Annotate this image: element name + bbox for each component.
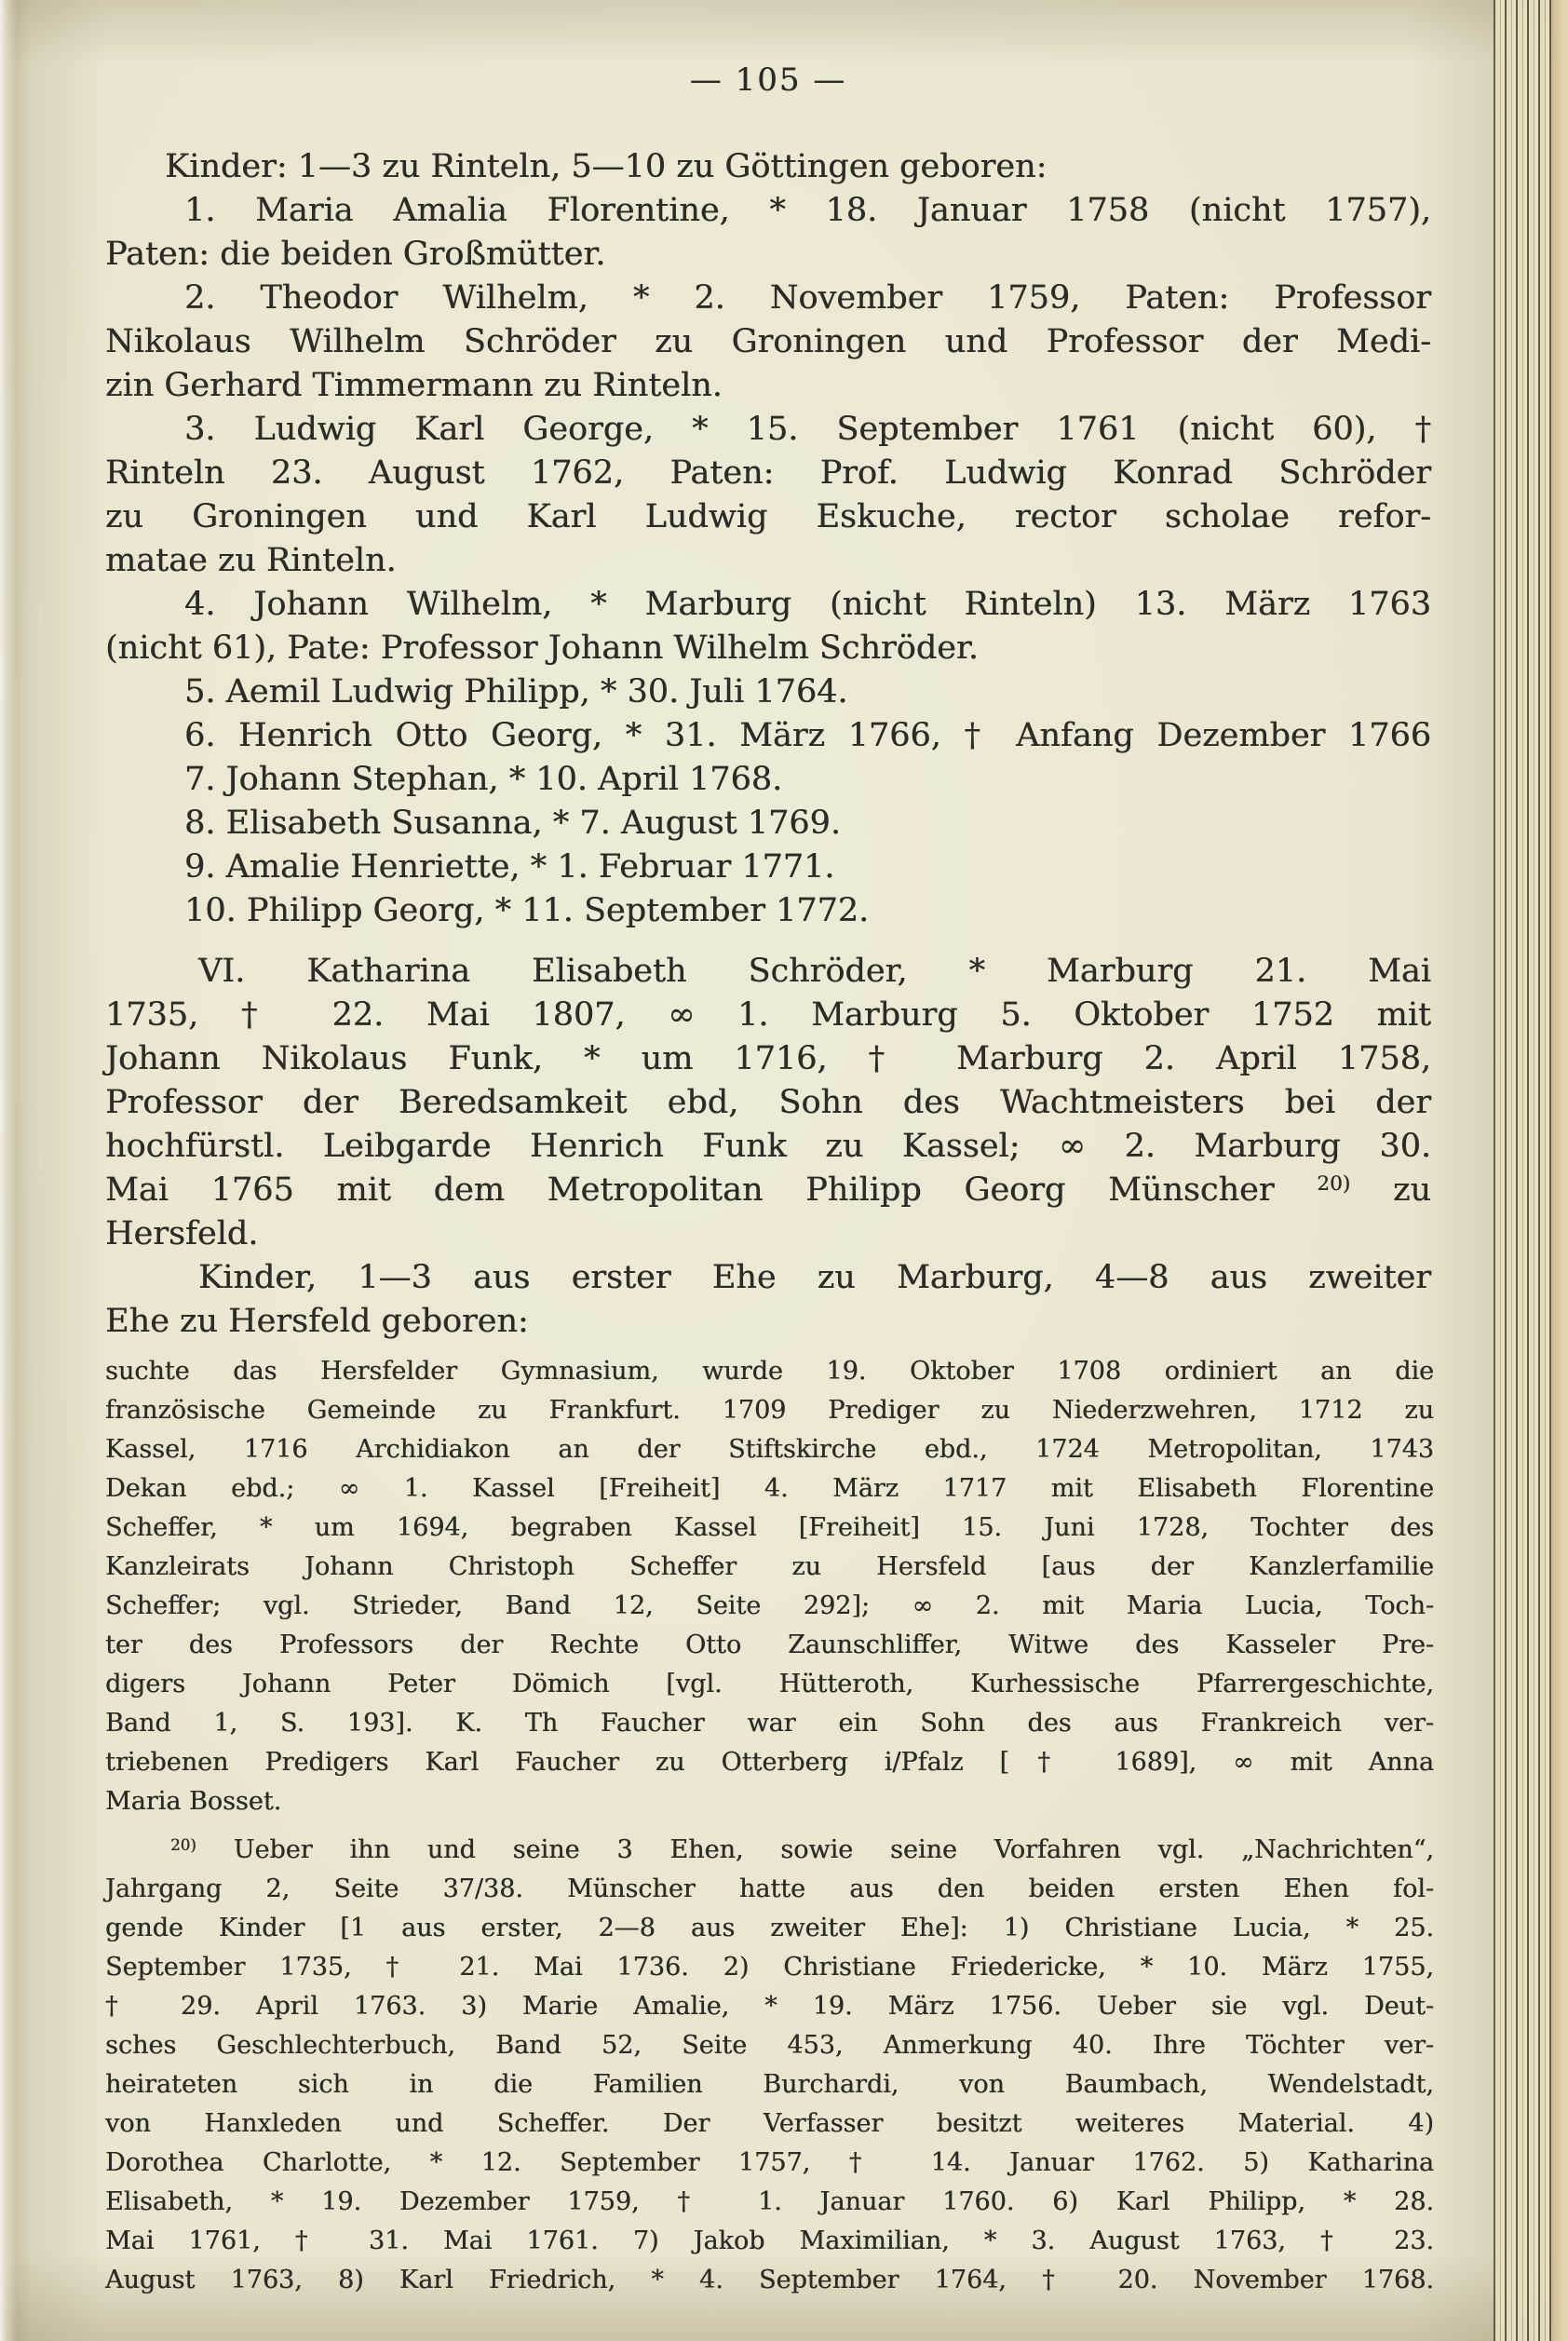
footnote-line [105, 2261, 1434, 2300]
body-line [105, 994, 1431, 1037]
line-text: VI. Katharina Elisabeth Schröder, * Marburg 21. Mai [198, 953, 1431, 990]
footnote-line [105, 1430, 1434, 1469]
footnote-line [105, 2026, 1434, 2065]
line-text: † 29. April 1763. 3) Marie Amalie, * 19. März 1756. Ueber sie vgl. Deut- [105, 1992, 1434, 2021]
line-text: 1735, † 22. Mai 1807, ∞ 1. Marburg 5. Oktober 1752 mit [105, 996, 1431, 1034]
line-text: 9. Amalie Henriette, * 1. Februar 1771. [184, 848, 835, 886]
body-line [105, 758, 1431, 802]
footnote-line [105, 1548, 1434, 1587]
line-text: Maria Bosset. [105, 1787, 282, 1816]
body-line [105, 539, 1431, 583]
footnote-line [105, 2104, 1434, 2144]
line-text: 10. Philipp Georg, * 11. September 1772. [184, 892, 870, 929]
line-text: Band 1, S. 193]. K. Th Faucher war ein Sohn des aus Frankreich ver- [105, 1709, 1434, 1738]
body-line [105, 1081, 1431, 1125]
footnote-line [105, 1352, 1434, 1391]
line-text: Kinder: 1—3 zu Rinteln, 5—10 zu Göttingen geboren: [165, 148, 1048, 185]
body-line [105, 452, 1431, 495]
footnote-marker: 20) [1317, 1172, 1351, 1197]
body-line [105, 320, 1431, 364]
footnote-line [105, 1587, 1434, 1626]
body-line [105, 950, 1431, 994]
line-text: ter des Professors der Rechte Otto Zaunschliffer, Witwe des Kasseler Pre- [105, 1631, 1434, 1659]
line-text: zin Gerhard Timmermann zu Rinteln. [105, 367, 723, 404]
page-left-edge [0, 0, 17, 2341]
footnote-line [105, 2222, 1434, 2261]
footnote-line [105, 1987, 1434, 2026]
footnote-line [105, 1469, 1434, 1509]
line-text: Johann Nikolaus Funk, * um 1716, † Marburg 2. April 1758, [105, 1040, 1431, 1077]
line-text: Rinteln 23. August 1762, Paten: Prof. Ludwig Konrad Schröder [105, 454, 1431, 492]
line-text: triebenen Predigers Karl Faucher zu Otterberg i/Pfalz [† 1689], ∞ mit Anna [105, 1748, 1434, 1777]
footnotes-section [105, 1352, 1434, 2300]
footnote-line [105, 2144, 1434, 2183]
line-text: 1. Maria Amalia Florentine, * 18. Januar 1758 (nicht 1757), [184, 192, 1431, 229]
page-right-edge [1551, 0, 1568, 2341]
footnote-line [105, 1704, 1434, 1743]
body-line [105, 1169, 1431, 1212]
line-text: 4. Johann Wilhelm, * Marburg (nicht Rinteln) 13. März 1763 [184, 586, 1431, 623]
line-text: (nicht 61), Pate: Professor Johann Wilhelm Schröder. [105, 629, 979, 667]
line-text: Kinder, 1—3 aus erster Ehe zu Marburg, 4—8 aus zweiter [198, 1259, 1431, 1296]
line-text: 6. Henrich Otto Georg, * 31. März 1766, † Anfang Dezember 1766 [184, 717, 1431, 754]
line-text: Kanzleirats Johann Christoph Scheffer zu Hersfeld [aus der Kanzlerfamilie [105, 1552, 1434, 1581]
footnote-line [105, 1509, 1434, 1548]
body-line [105, 1256, 1431, 1300]
line-text: französische Gemeinde zu Frankfurt. 1709 Prediger zu Niederzwehren, 1712 zu [105, 1396, 1434, 1425]
body-line [105, 145, 1431, 189]
body-line [105, 670, 1431, 714]
line-text: Scheffer; vgl. Strieder, Band 12, Seite 292]; ∞ 2. mit Maria Lucia, Toch- [105, 1591, 1434, 1620]
book-binding [1494, 0, 1551, 2341]
line-text: 3. Ludwig Karl George, * 15. September 1761 (nicht 60), † [184, 411, 1431, 448]
line-text: digers Johann Peter Dömich [vgl. Hütteroth, Kurhessische Pfarrergeschichte, [105, 1670, 1434, 1698]
footnote-line [105, 2065, 1434, 2104]
footnote-marker: 20) [170, 1834, 196, 1854]
footnote-line [105, 1831, 1434, 1870]
line-text: 8. Elisabeth Susanna, * 7. August 1769. [184, 805, 841, 842]
footnote-line [105, 2183, 1434, 2222]
line-text: Mai 1765 mit dem Metropolitan Philipp Georg Münscher [105, 1171, 1318, 1209]
line-text: zu Groningen und Karl Ludwig Eskuche, rector scholae refor- [105, 498, 1431, 535]
body-line [105, 627, 1431, 670]
line-text: gende Kinder [1 aus erster, 2—8 aus zweiter Ehe]: 1) Christiane Lucia, * 25. [105, 1914, 1434, 1942]
footnote-line [105, 1626, 1434, 1665]
footnote-line [105, 1665, 1434, 1704]
line-text: August 1763, 8) Karl Friedrich, * 4. September 1764, † 20. November 1768. [105, 2266, 1434, 2294]
line-text: Nikolaus Wilhelm Schröder zu Groningen und Professor der Medi- [105, 323, 1431, 360]
line-text: Mai 1761, † 31. Mai 1761. 7) Jakob Maximilian, * 3. August 1763, † 23. [105, 2226, 1434, 2255]
line-text: Dekan ebd.; ∞ 1. Kassel [Freiheit] 4. März 1717 mit Elisabeth Florentine [105, 1474, 1434, 1503]
footnote-line [105, 1948, 1434, 1987]
footnote-line [105, 1782, 1434, 1821]
line-text: Professor der Beredsamkeit ebd, Sohn des Wachtmeisters bei der [105, 1084, 1431, 1121]
footnote-line [105, 1743, 1434, 1782]
line-text: matae zu Rinteln. [105, 542, 397, 579]
line-text: sches Geschlechterbuch, Band 52, Seite 453, Anmerkung 40. Ihre Töchter ver- [105, 2031, 1434, 2060]
line-text: Ehe zu Hersfeld geboren: [105, 1303, 529, 1340]
line-text: 2. Theodor Wilhelm, * 2. November 1759, Paten: Professor [184, 279, 1431, 317]
line-text: 5. Aemil Ludwig Philipp, * 30. Juli 1764. [184, 673, 848, 710]
line-text: zu [1350, 1171, 1431, 1209]
line-text: September 1735, † 21. Mai 1736. 2) Christiane Friedericke, * 10. März 1755, [105, 1953, 1434, 1982]
body-line [105, 889, 1431, 933]
body-line [105, 189, 1431, 233]
page-number: — 105 — [689, 61, 847, 99]
body-line [105, 233, 1431, 277]
body-line [105, 495, 1431, 539]
line-text: 7. Johann Stephan, * 10. April 1768. [184, 761, 783, 798]
footnote-line [105, 1870, 1434, 1909]
body-line [105, 583, 1431, 627]
line-text: hochfürstl. Leibgarde Henrich Funk zu Kassel; ∞ 2. Marburg 30. [105, 1128, 1431, 1165]
main-text [105, 145, 1431, 1344]
body-line [105, 846, 1431, 889]
body-line [105, 1212, 1431, 1256]
line-text: Scheffer, * um 1694, begraben Kassel [Freiheit] 15. Juni 1728, Tochter des [105, 1513, 1434, 1542]
line-text: von Hanxleden und Scheffer. Der Verfasser besitzt weiteres Material. 4) [105, 2109, 1434, 2138]
footnote-line [105, 1909, 1434, 1948]
line-text: Paten: die beiden Großmütter. [105, 236, 606, 273]
body-line [105, 277, 1431, 320]
line-text: Hersfeld. [105, 1215, 259, 1252]
body-line [105, 1125, 1431, 1169]
line-text: suchte das Hersfelder Gymnasium, wurde 19. Oktober 1708 ordiniert an die [105, 1357, 1434, 1386]
line-text: Ueber ihn und seine 3 Ehen, sowie seine Vorfahren vgl. „Nachrichten“, [196, 1835, 1434, 1864]
body-line [105, 364, 1431, 408]
body-line [105, 408, 1431, 452]
body-line [105, 714, 1431, 758]
line-text: Dorothea Charlotte, * 12. September 1757, † 14. Januar 1762. 5) Katharina [105, 2148, 1434, 2177]
line-text: heirateten sich in die Familien Burchardi, von Baumbach, Wendelstadt, [105, 2070, 1434, 2099]
body-line [105, 802, 1431, 846]
line-text: Jahrgang 2, Seite 37/38. Münscher hatte aus den beiden ersten Ehen fol- [105, 1874, 1434, 1903]
line-text: Kassel, 1716 Archidiakon an der Stiftskirche ebd., 1724 Metropolitan, 1743 [105, 1435, 1434, 1464]
body-line [105, 1300, 1431, 1344]
body-line [105, 1037, 1431, 1081]
footnote-line [105, 1391, 1434, 1430]
line-text: Elisabeth, * 19. Dezember 1759, † 1. Januar 1760. 6) Karl Philipp, * 28. [105, 2187, 1434, 2216]
